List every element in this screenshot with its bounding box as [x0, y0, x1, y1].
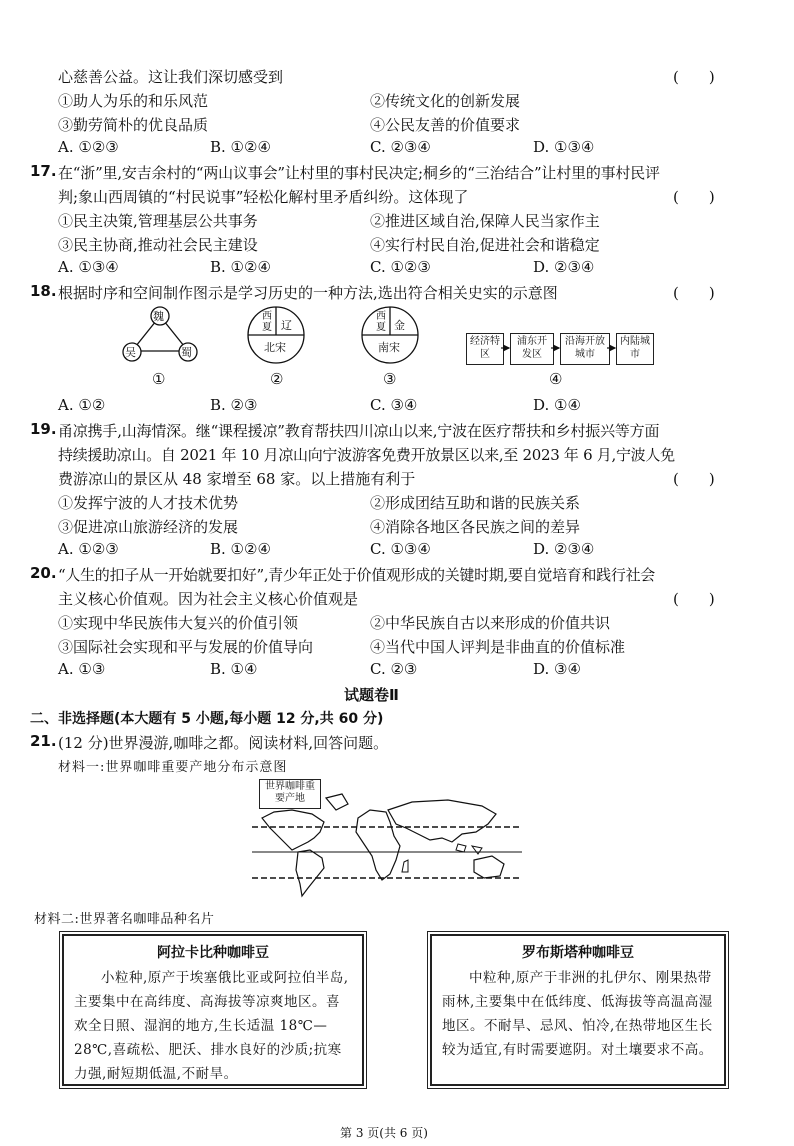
q20-choice-c[interactable]: C. ②③	[370, 660, 418, 678]
q19-number: 19.	[30, 420, 57, 438]
q19-stem-line3: 费游凉山的景区从 48 家增至 68 家。以上措施有利于	[58, 470, 416, 488]
q19-option-4: ④消除各地区各民族之间的差异	[370, 518, 581, 536]
q20-option-4: ④当代中国人评判是非曲直的价值标准	[370, 638, 626, 656]
q17-answer-paren[interactable]: ( )	[673, 188, 715, 206]
material-1-caption: 材料一:世界咖啡重要产地分布示意图	[58, 760, 288, 775]
arabica-card-body: 小粒种,原产于埃塞俄比亚或阿拉伯半岛,主要集中在高纬度、高海拔等凉爽地区。喜欢全日照、湿润的地方,生长适温 18℃—28℃,喜疏松、肥沃、排水良好的沙质;抗寒力强,耐短期低温,不耐旱。	[74, 970, 349, 1082]
q19-option-3: ③促进凉山旅游经济的发展	[58, 518, 239, 536]
q18-choice-d[interactable]: D. ①④	[533, 396, 581, 414]
q19-option-2: ②形成团结互助和谐的民族关系	[370, 494, 581, 512]
section-heading: 二、非选择题(本大题有 5 小题,每小题 12 分,共 60 分)	[30, 711, 384, 727]
map-legend: 世界咖啡重要产地	[259, 779, 321, 809]
q18-fig2-beisong: 北宋	[264, 341, 286, 354]
q18-fig4-label: ④	[549, 370, 563, 388]
q18-fig2-label: ②	[270, 370, 284, 388]
q18-fig4-arrows	[500, 340, 660, 356]
q17-stem-line2: 判;象山西周镇的“村民说事”轻松化解村里矛盾纠纷。这体现了	[58, 188, 469, 206]
robusta-card-body: 中粒种,原产于非洲的扎伊尔、刚果热带雨林,主要集中在低纬度、低海拔等高温高湿地区。不耐旱、忌风、怕冷,在热带地区生长较为适宜,有时需要遮阴。对土壤要求不高。	[442, 970, 713, 1058]
arabica-card-title: 阿拉卡比种咖啡豆	[157, 945, 269, 961]
q16-answer-paren[interactable]: ( )	[673, 68, 715, 86]
q18-fig4-box-sez: 经济特区	[466, 333, 504, 365]
q20-option-3: ③国际社会实现和平与发展的价值导向	[58, 638, 314, 656]
q20-option-2: ②中华民族自古以来形成的价值共识	[370, 614, 611, 632]
q18-choice-a[interactable]: A. ①②	[58, 396, 106, 414]
material-2-caption: 材料二:世界著名咖啡品种名片	[34, 912, 215, 927]
q19-stem-line1: 甬凉携手,山海情深。继“课程援凉”教育帮扶四川凉山以来,宁波在医疗帮扶和乡村振兴等方面	[58, 422, 660, 440]
q21-number: 21.	[30, 732, 57, 750]
q20-stem-line1: “人生的扣子从一开始就要扣好”,青少年正处于价值观形成的关键时期,要自觉培育和践行社会	[58, 566, 655, 584]
page-number: 第 3 页(共 6 页)	[340, 1126, 428, 1140]
q18-stem: 根据时序和空间制作图示是学习历史的一种方法,选出符合相关史实的示意图	[58, 284, 558, 302]
q19-option-1: ①发挥宁波的人才技术优势	[58, 494, 239, 512]
section-title: 试题卷Ⅱ	[344, 686, 399, 704]
q20-choice-b[interactable]: B. ①④	[210, 660, 258, 678]
q17-stem-line1: 在“浙”里,安吉余村的“两山议事会”让村里的事村民决定;桐乡的“三治结合”让村里的事村民评	[58, 164, 660, 182]
q17-option-4: ④实行村民自治,促进社会和谐稳定	[370, 236, 600, 254]
q18-fig1-wei: 魏	[153, 310, 164, 323]
q18-fig3-xixia: 西夏	[376, 311, 386, 333]
robusta-card-title: 罗布斯塔种咖啡豆	[522, 945, 634, 961]
q18-fig1-wu: 吴	[125, 346, 136, 359]
q20-number: 20.	[30, 564, 57, 582]
q20-answer-paren[interactable]: ( )	[673, 590, 715, 608]
q17-choice-a[interactable]: A. ①③④	[58, 258, 119, 276]
q20-option-1: ①实现中华民族伟大复兴的价值引领	[58, 614, 299, 632]
q20-choice-a[interactable]: A. ①③	[58, 660, 106, 678]
q16-choice-a[interactable]: A. ①②③	[58, 138, 119, 156]
q18-figure-3-circle	[360, 305, 420, 365]
q17-option-1: ①民主决策,管理基层公共事务	[58, 212, 258, 230]
q19-choice-c[interactable]: C. ①③④	[370, 540, 431, 558]
q18-fig3-nansong: 南宋	[378, 341, 400, 354]
q18-fig4-box-pudong: 浦东开发区	[510, 333, 554, 365]
q18-fig1-shu: 蜀	[181, 346, 192, 359]
q18-fig4-box-coastal: 沿海开放城市	[560, 333, 610, 365]
q19-stem-line2: 持续援助凉山。自 2021 年 10 月凉山向宁波游客免费开放景区以来,至 2023 年 6 月,宁波人免	[58, 446, 675, 464]
q18-fig3-label: ③	[383, 370, 397, 388]
q16-choice-c[interactable]: C. ②③④	[370, 138, 431, 156]
q20-choice-d[interactable]: D. ③④	[533, 660, 581, 678]
q16-choice-d[interactable]: D. ①③④	[533, 138, 595, 156]
q17-choice-b[interactable]: B. ①②④	[210, 258, 271, 276]
q18-fig1-label: ①	[152, 370, 166, 388]
q19-choice-a[interactable]: A. ①②③	[58, 540, 119, 558]
q16-stem-tail: 心慈善公益。这让我们深切感受到	[58, 68, 284, 86]
q21-stem: (12 分)世界漫游,咖啡之都。阅读材料,回答问题。	[58, 734, 389, 752]
q16-option-3: ③勤劳简朴的优良品质	[58, 116, 209, 134]
q19-choice-b[interactable]: B. ①②④	[210, 540, 271, 558]
q19-answer-paren[interactable]: ( )	[673, 470, 715, 488]
q18-answer-paren[interactable]: ( )	[673, 284, 715, 302]
q17-option-2: ②推进区域自治,保障人民当家作主	[370, 212, 600, 230]
q17-choice-c[interactable]: C. ①②③	[370, 258, 431, 276]
q18-figure-2-circle	[246, 305, 306, 365]
robusta-card	[430, 934, 726, 1086]
q18-fig4-box-inland: 内陆城市	[616, 333, 654, 365]
q16-choice-b[interactable]: B. ①②④	[210, 138, 271, 156]
q17-option-3: ③民主协商,推动社会民主建设	[58, 236, 258, 254]
q19-choice-d[interactable]: D. ②③④	[533, 540, 595, 558]
q18-choice-b[interactable]: B. ②③	[210, 396, 258, 414]
q18-choice-c[interactable]: C. ③④	[370, 396, 418, 414]
q20-stem-line2: 主义核心价值观。因为社会主义核心价值观是	[58, 590, 359, 608]
q18-fig2-liao: 辽	[281, 319, 292, 332]
q18-fig3-jin: 金	[394, 319, 405, 332]
q18-fig2-xixia: 西夏	[262, 311, 272, 333]
q17-choice-d[interactable]: D. ②③④	[533, 258, 595, 276]
q17-number: 17.	[30, 162, 57, 180]
q18-number: 18.	[30, 282, 57, 300]
q16-option-2: ②传统文化的创新发展	[370, 92, 521, 110]
q16-option-1: ①助人为乐的和乐风范	[58, 92, 209, 110]
arabica-card	[62, 934, 364, 1086]
q16-option-4: ④公民友善的价值要求	[370, 116, 521, 134]
